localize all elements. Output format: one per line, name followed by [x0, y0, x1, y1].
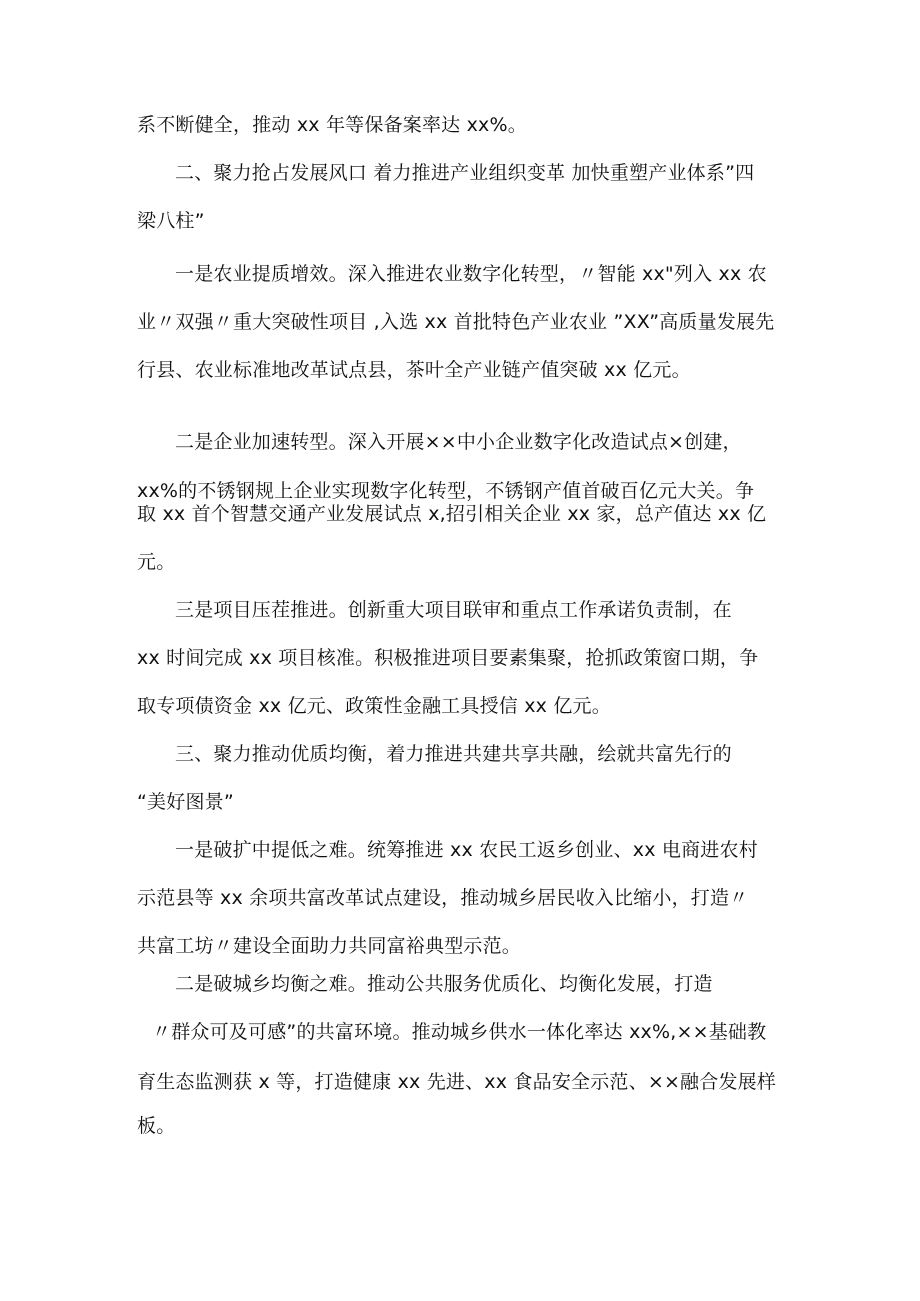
text-line: 二是企业加速转型。深入开展××中小企业数字化改造试点×创建， [175, 431, 742, 453]
text-line: xx%的不锈钢规上企业实现数字化转型，不锈钢产值首破百亿元大关。争 [137, 480, 755, 502]
text-line: 元。 [137, 551, 176, 573]
section-heading: 二、聚力抢占发展风口 着力推进产业组织变革 加快重塑产业体系”四 [175, 162, 755, 184]
text-line: 二是破城乡均衡之难。推动公共服务优质化、均衡化发展，打造 [175, 973, 713, 995]
text-line: 〃群众可及可感”的共富环境。推动城乡供水一体化率达 xx%,××基础教 [152, 1021, 767, 1043]
text-line: 共富工坊〃建设全面助力共同富裕典型示范。 [137, 935, 522, 957]
text-line: 一是破扩中提低之难。统筹推进 xx 农民工返乡创业、xx 电商进农村 [175, 839, 758, 861]
section-heading: 三、聚力推动优质均衡，着力推进共建共享共融，绘就共富先行的 [175, 743, 732, 765]
text-line: 行县、农业标准地改革试点县，茶叶全产业链产值突破 xx 亿元。 [137, 359, 691, 381]
section-heading: “美好图景” [137, 791, 234, 813]
text-line: 示范县等 xx 余项共富改革试点建设，推动城乡居民收入比缩小，打造〃 [137, 887, 749, 909]
text-line: 业〃双强〃重大突破性项目 ,入选 xx 首批特色产业农业 ”XX”高质量发展先 [137, 311, 775, 333]
text-line: 板。 [137, 1115, 176, 1137]
text-line: 三是项目压茬推进。创新重大项目联审和重点工作承诺负责制，在 [175, 599, 732, 621]
text-line: xx 时间完成 xx 项目核准。积极推进项目要素集聚，抢抓政策窗口期，争 [137, 647, 759, 669]
text-line: 一是农业提质增效。深入推进农业数字化转型，〃智能 xx"列入 xx 农 [175, 263, 767, 285]
text-line: 取 xx 首个智慧交通产业发展试点 x,招引相关企业 xx 家，总产值达 xx 亿 [137, 503, 767, 525]
section-heading: 梁八柱” [137, 210, 205, 232]
text-line: 取专项债资金 xx 亿元、政策性金融工具授信 xx 亿元。 [137, 695, 611, 717]
text-line: 系不断健全，推动 xx 年等保备案率达 xx%。 [137, 114, 527, 136]
text-line: 育生态监测获 x 等，打造健康 xx 先进、xx 食品安全示范、××融合发展样 [137, 1071, 777, 1093]
